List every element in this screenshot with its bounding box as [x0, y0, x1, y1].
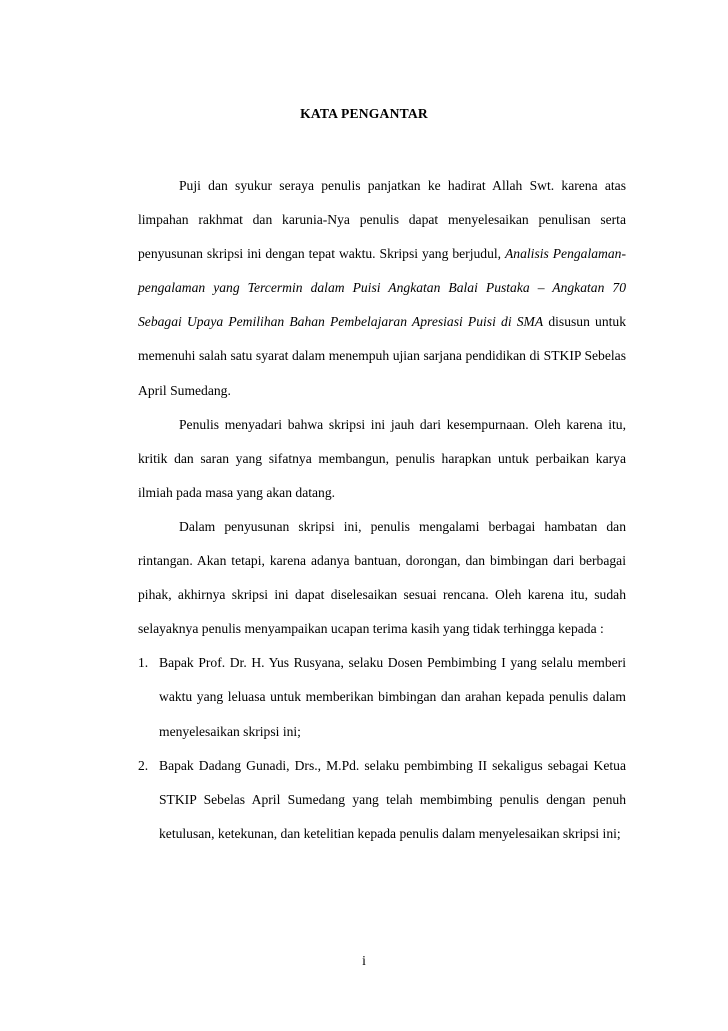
list-item-number: 2.	[138, 757, 149, 773]
paragraph-1-text-b: disusun untuk memenuhi salah satu syarat dalam menempuh ujian sarjana pendidikan di STKIP Sebelas April Sumedang.	[138, 314, 626, 398]
page-title: KATA PENGANTAR	[300, 106, 428, 121]
list-item-number: 1.	[138, 655, 149, 671]
acknowledgement-list	[138, 646, 626, 851]
paragraph-2: Penulis menyadari bahwa skripsi ini jauh dari kesempurnaan. Oleh karena itu, kritik dan saran yang sifatnya membangun, penulis harapkan untuk perbaikan karya ilmiah pada masa yang akan datang.	[138, 416, 626, 500]
paragraph-1	[138, 169, 626, 408]
list-item	[138, 646, 626, 748]
list-item	[138, 749, 626, 851]
page-number: i	[362, 953, 366, 968]
paragraph-1-text-a: Puji dan syukur seraya penulis panjatkan ke hadirat Allah Swt. karena atas limpahan rakhmat dan karunia-Nya penulis dapat menyelesaikan penulisan serta penyusunan skripsi ini dengan tepat waktu. Skripsi yang berjudul,	[138, 178, 626, 262]
list-item-text: Bapak Dadang Gunadi, Drs., M.Pd. selaku pembimbing II sekaligus sebagai Ketua STKIP Sebelas April Sumedang yang telah membimbing penulis dengan penuh ketulusan, ketekunan, dan ketelitian kepada penulis dalam menyelesaikan skripsi ini;	[159, 757, 626, 841]
thesis-title: Analisis Pengalaman-pengalaman yang Tercermin dalam Puisi Angkatan Balai Pustaka – Angkatan 70 Sebagai Upaya Pemilihan Bahan Pembelajaran Apresiasi Puisi di SMA	[138, 246, 626, 330]
list-item-text: Bapak Prof. Dr. H. Yus Rusyana, selaku Dosen Pembimbing I yang selalu memberi waktu yang leluasa untuk memberikan bimbingan dan arahan kepada penulis dalam menyelesaikan skripsi ini;	[159, 655, 626, 739]
paragraph-3: Dalam penyusunan skripsi ini, penulis mengalami berbagai hambatan dan rintangan. Akan tetapi, karena adanya bantuan, dorongan, dan bimbingan dari berbagai pihak, akhirnya skripsi ini dapat diselesaikan sesuai rencana. Oleh karena itu, sudah selayaknya penulis menyampaikan ucapan terima kasih yang tidak terhingga kepada :	[138, 518, 626, 637]
document-body	[138, 169, 626, 851]
